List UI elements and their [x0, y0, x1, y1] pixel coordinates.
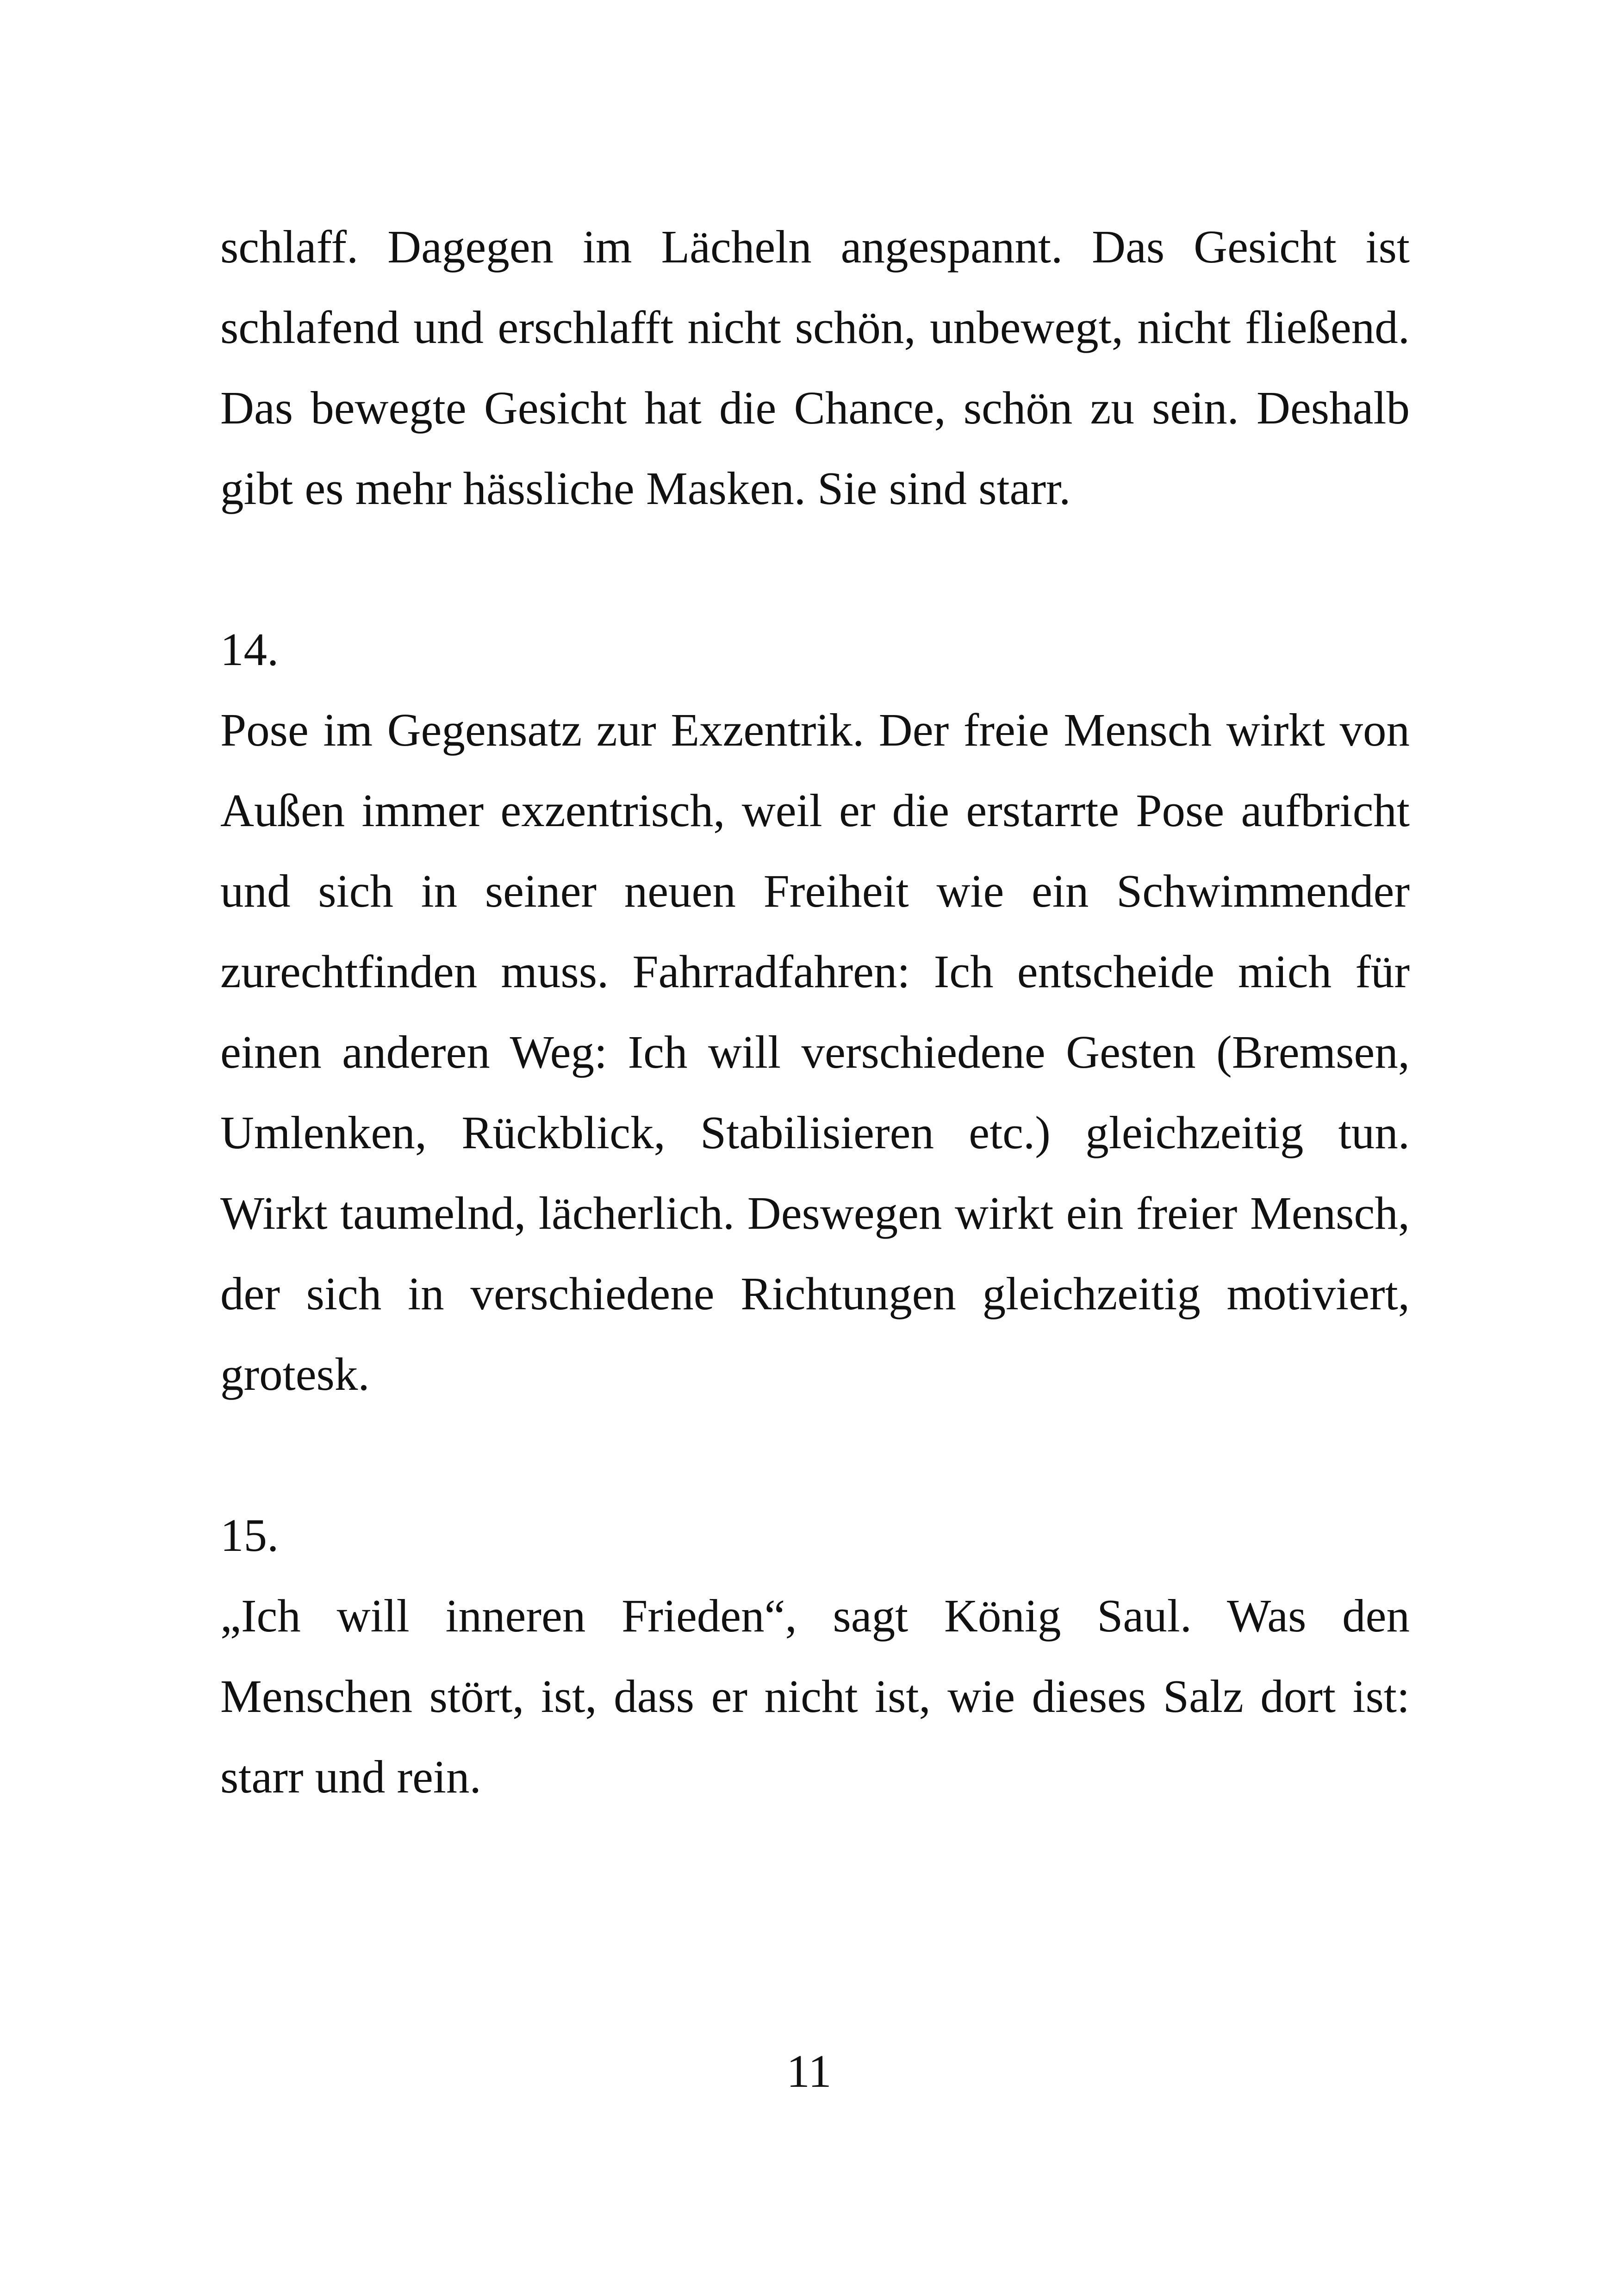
- section-15-paragraph: „Ich will inneren Frieden“, sagt König Saul. Was den Menschen stört, ist, dass er nicht ist, wie dieses Salz dort ist: starr und rein.: [220, 1590, 1410, 1803]
- intro-paragraph: schlaff. Dagegen im Lächeln angespannt. Das Gesicht ist schlafend und erschlafft nicht schön, unbewegt, nicht fließend. Das bewegte Gesicht hat die Chance, schön zu sein. Deshalb gibt es mehr hässliche Masken. Sie sind starr.: [220, 221, 1410, 514]
- page-number: 11: [786, 2045, 832, 2097]
- text-column: [220, 206, 1410, 1817]
- section-number-14: 14.: [220, 623, 279, 675]
- section-14-paragraph: Pose im Gegensatz zur Exzentrik. Der freie Mensch wirkt von Außen immer exzentrisch, weil er die erstarrte Pose aufbricht und sich in seiner neuen Freiheit wie ein Schwimmender zurechtfinden muss. Fahrradfahren: Ich entscheide mich für einen anderen Weg: Ich will verschiedene Gesten (Bremsen, Umlenken, Rückblick, Stabilisieren etc.) gleichzeitig tun. Wirkt taumelnd, lächerlich. Deswegen wirkt ein freier Mensch, der sich in verschiedene Richtungen gleichzeitig motiviert, grotesk.: [220, 704, 1410, 1400]
- section-spacer: [220, 1414, 1410, 1495]
- section-number-15: 15.: [220, 1509, 279, 1561]
- section-spacer: [220, 529, 1410, 609]
